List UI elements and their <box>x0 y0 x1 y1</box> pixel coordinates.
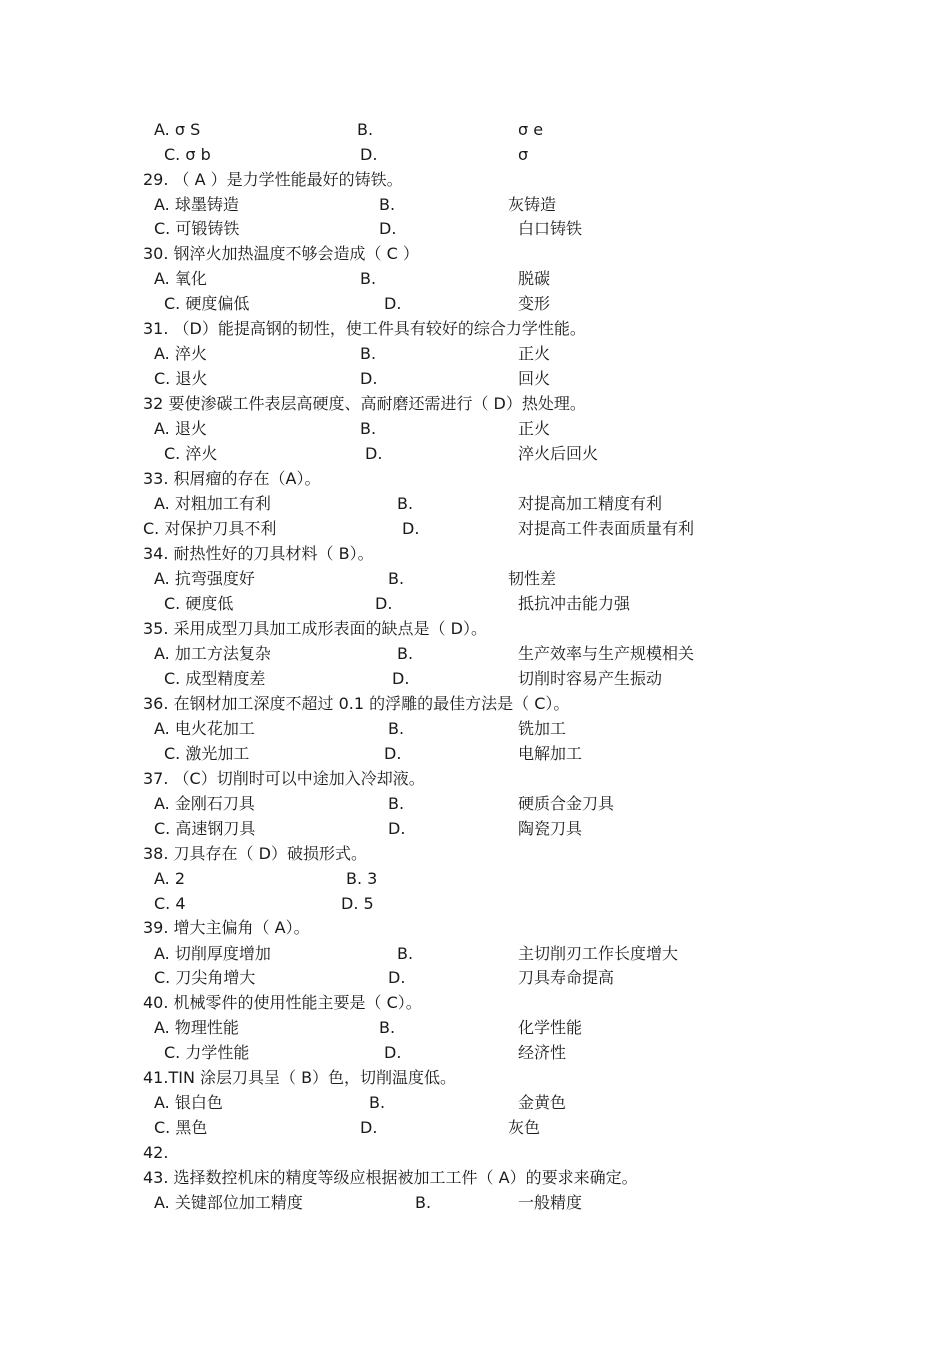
option-text: σ <box>518 145 529 164</box>
option-text: B. <box>357 120 374 139</box>
option-text: B. <box>397 944 414 963</box>
option-text: 韧性差 <box>508 569 557 588</box>
option-text: 金黄色 <box>518 1093 567 1112</box>
question-line: A. 淬火 <box>154 344 207 363</box>
option-text: 硬质合金刀具 <box>518 794 615 813</box>
question-line: 33. 积屑瘤的存在（A）。 <box>143 469 321 488</box>
option-text: 化学性能 <box>518 1018 583 1037</box>
option-text: 白口铸铁 <box>518 219 583 238</box>
option-text: D. <box>375 594 393 613</box>
question-line: C. 对保护刀具不利 <box>143 519 277 538</box>
option-text: D. <box>360 1118 378 1137</box>
option-text: D. <box>365 444 383 463</box>
question-line: C. 成型精度差 <box>164 669 266 688</box>
option-text: 主切削刃工作长度增大 <box>518 944 679 963</box>
option-text: 灰色 <box>508 1118 541 1137</box>
question-line: A. 物理性能 <box>154 1018 239 1037</box>
option-text: 抵抗冲击能力强 <box>518 594 631 613</box>
question-line: C. 黑色 <box>154 1118 208 1137</box>
question-line: A. 球墨铸造 <box>154 195 239 214</box>
option-text: B. <box>360 269 377 288</box>
question-line: A. 抗弯强度好 <box>154 569 255 588</box>
option-text: D. <box>384 744 402 763</box>
option-text: 铣加工 <box>518 719 567 738</box>
question-line: 38. 刀具存在（ D）破损形式。 <box>143 844 367 863</box>
option-text: D. <box>360 145 378 164</box>
option-text: D. <box>384 294 402 313</box>
question-line: 39. 增大主偏角（ A）。 <box>143 918 310 937</box>
question-line: A. 加工方法复杂 <box>154 644 271 663</box>
question-line: C. 4 <box>154 894 186 913</box>
option-text: B. <box>388 794 405 813</box>
option-text: 正火 <box>518 419 551 438</box>
question-line: 32 要使渗碳工件表层高硬度、高耐磨还需进行（ D）热处理。 <box>143 394 586 413</box>
question-line: A. 切削厚度增加 <box>154 944 271 963</box>
question-line: 41.TIN 涂层刀具呈（ B）色，切削温度低。 <box>143 1068 457 1087</box>
question-line: A. 退火 <box>154 419 207 438</box>
question-line: 37. （C）切削时可以中途加入冷却液。 <box>143 769 425 788</box>
option-text: D. <box>392 669 410 688</box>
option-text: 经济性 <box>518 1043 567 1062</box>
question-line: C. 激光加工 <box>164 744 250 763</box>
option-text: D. <box>388 968 406 987</box>
option-text: 电解加工 <box>518 744 583 763</box>
option-text: B. <box>388 569 405 588</box>
option-text: 一般精度 <box>518 1193 583 1212</box>
option-text: 切削时容易产生振动 <box>518 669 663 688</box>
question-line: C. 退火 <box>154 369 208 388</box>
question-line: A. 银白色 <box>154 1093 223 1112</box>
option-text: D. <box>360 369 378 388</box>
option-text: 生产效率与生产规模相关 <box>518 644 695 663</box>
option-text: D. 5 <box>341 894 374 913</box>
option-text: B. <box>369 1093 386 1112</box>
option-text: D. <box>388 819 406 838</box>
question-line: A. 2 <box>154 869 186 888</box>
option-text: B. <box>415 1193 432 1212</box>
question-line: 30. 钢淬火加热温度不够会造成（ C ） <box>143 244 419 263</box>
question-line: C. 刀尖角增大 <box>154 968 256 987</box>
question-line: C. 硬度偏低 <box>164 294 250 313</box>
option-text: 刀具寿命提高 <box>518 968 615 987</box>
option-text: 正火 <box>518 344 551 363</box>
option-text: 对提高加工精度有利 <box>518 494 663 513</box>
question-line: A. σ S <box>154 120 201 139</box>
option-text: B. <box>379 1018 396 1037</box>
question-line: 31. （D）能提高钢的韧性，使工件具有较好的综合力学性能。 <box>143 319 586 338</box>
question-line: C. σ b <box>164 145 211 164</box>
option-text: σ e <box>518 120 544 139</box>
option-text: D. <box>379 219 397 238</box>
question-line: 34. 耐热性好的刀具材料（ B）。 <box>143 544 374 563</box>
option-text: B. <box>360 344 377 363</box>
option-text: B. <box>397 644 414 663</box>
question-line: 36. 在钢材加工深度不超过 0.1 的浮雕的最佳方法是（ C）。 <box>143 694 570 713</box>
question-line: A. 金刚石刀具 <box>154 794 255 813</box>
option-text: 淬火后回火 <box>518 444 599 463</box>
question-line: A. 电火花加工 <box>154 719 255 738</box>
option-text: 脱碳 <box>518 269 551 288</box>
option-text: 对提高工件表面质量有利 <box>518 519 695 538</box>
option-text: D. <box>384 1043 402 1062</box>
question-line: C. 高速钢刀具 <box>154 819 256 838</box>
question-line: C. 硬度低 <box>164 594 234 613</box>
question-line: 43. 选择数控机床的精度等级应根据被加工工件（ A）的要求来确定。 <box>143 1168 638 1187</box>
option-text: 灰铸造 <box>508 195 557 214</box>
question-line: 35. 采用成型刀具加工成形表面的缺点是（ D）。 <box>143 619 487 638</box>
option-text: B. <box>397 494 414 513</box>
option-text: D. <box>402 519 420 538</box>
question-line: C. 力学性能 <box>164 1043 250 1062</box>
option-text: 回火 <box>518 369 551 388</box>
option-text: 陶瓷刀具 <box>518 819 583 838</box>
question-line: C. 可锻铸铁 <box>154 219 240 238</box>
option-text: 变形 <box>518 294 551 313</box>
question-line: A. 对粗加工有利 <box>154 494 271 513</box>
question-line: A. 氧化 <box>154 269 207 288</box>
option-text: B. <box>388 719 405 738</box>
option-text: B. <box>360 419 377 438</box>
question-line: 42. <box>143 1143 169 1162</box>
question-line: 29. （ A ）是力学性能最好的铸铁。 <box>143 170 403 189</box>
option-text: B. 3 <box>346 869 378 888</box>
question-line: A. 关键部位加工精度 <box>154 1193 303 1212</box>
question-line: 40. 机械零件的使用性能主要是（ C）。 <box>143 993 422 1012</box>
question-line: C. 淬火 <box>164 444 218 463</box>
option-text: B. <box>379 195 396 214</box>
